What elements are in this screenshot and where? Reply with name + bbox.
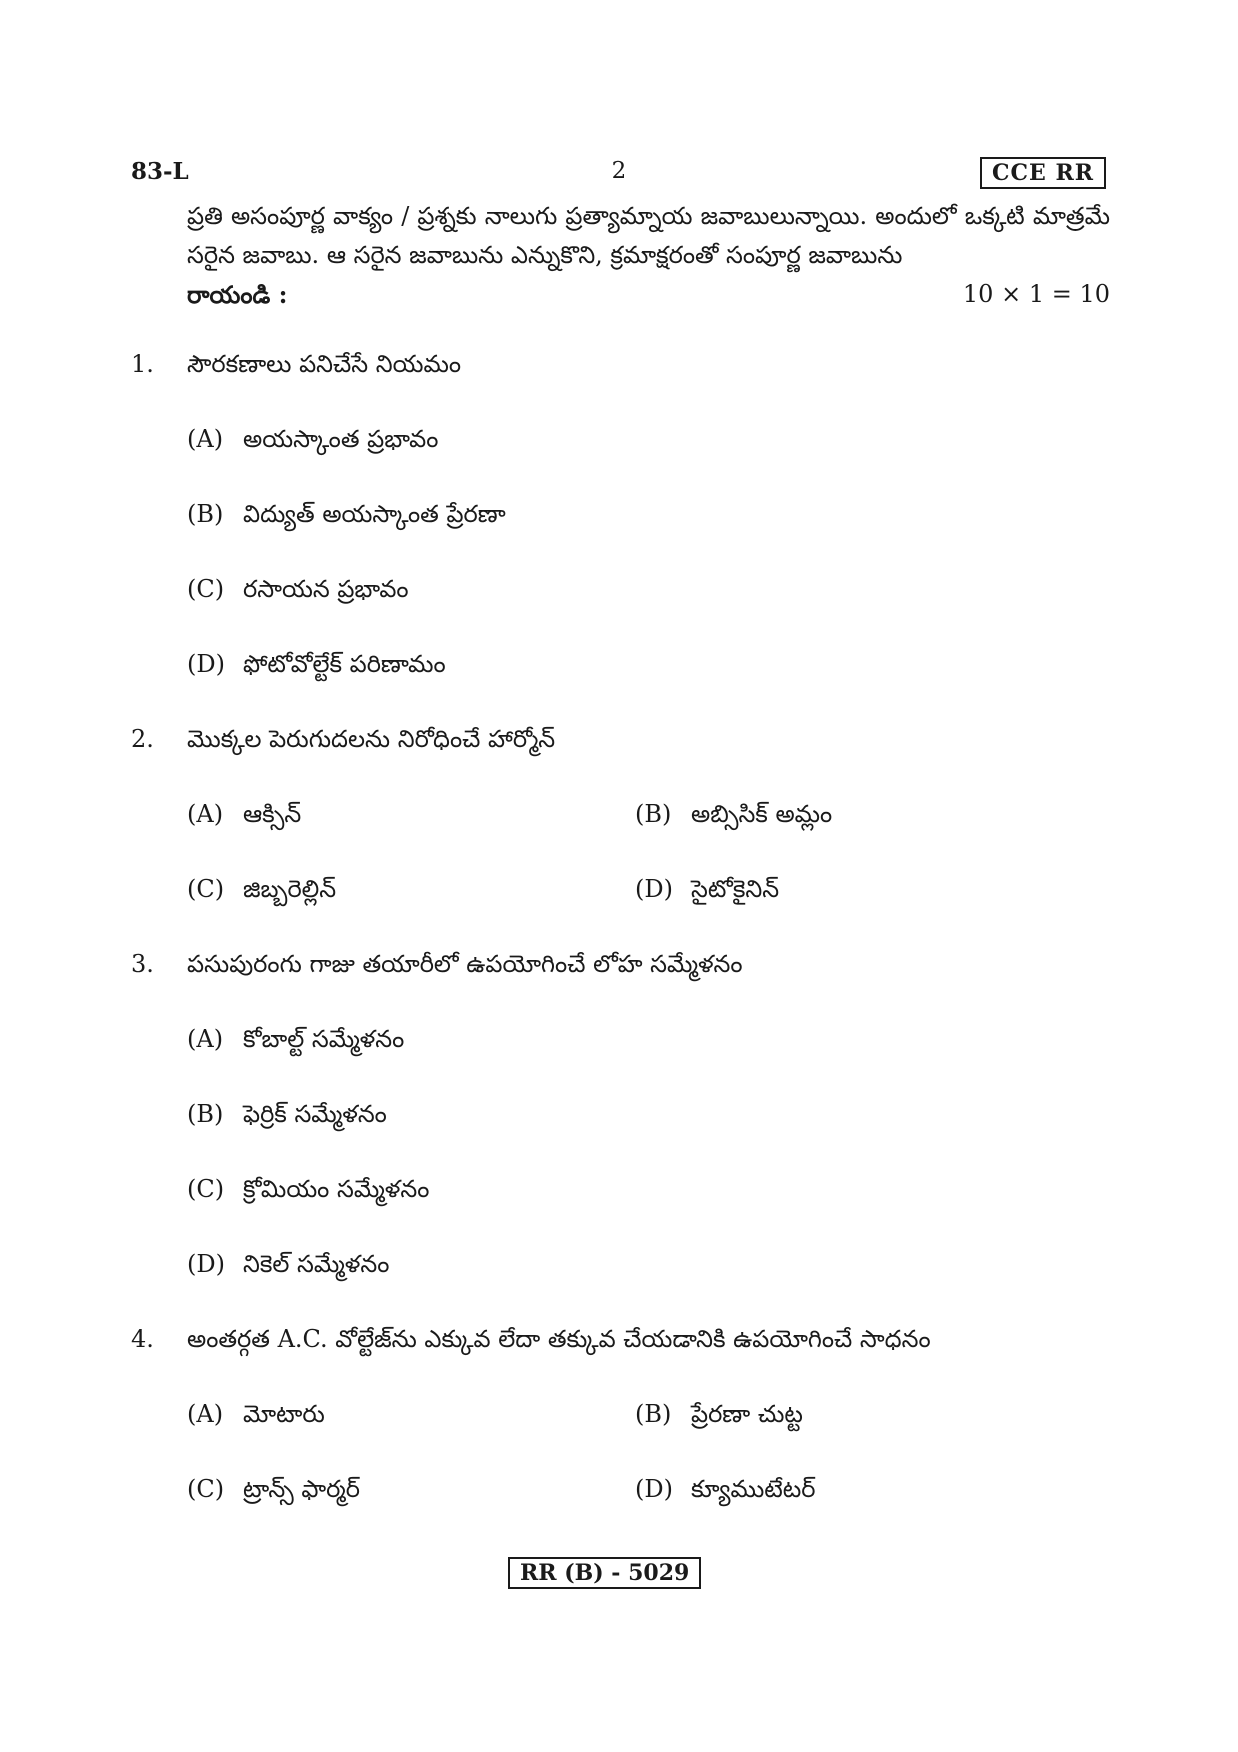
- option-text: క్రోమియం సమ్మేళనం: [243, 1175, 430, 1203]
- q4-option-c: [187, 1475, 360, 1509]
- option-text: ఫోటోవోల్టేక్ పరిణామం: [243, 650, 446, 678]
- instructions-last-word: రాయండి :: [187, 280, 288, 309]
- option-label: (C): [187, 1475, 225, 1503]
- q3-option-b: [187, 1100, 387, 1134]
- instructions-last-line: [187, 275, 1110, 314]
- q1-option-c: [187, 575, 409, 609]
- q1-option-d: [187, 650, 446, 684]
- option-text: నికెల్ సమ్మేళనం: [243, 1250, 390, 1278]
- question-3: [131, 950, 743, 984]
- option-label: (C): [187, 875, 225, 903]
- option-text: ప్రేరణా చుట్ట: [691, 1400, 803, 1428]
- question-text: సౌరకణాలు పనిచేసే నియమం: [187, 350, 462, 378]
- option-text: అయస్కాంత ప్రభావం: [243, 425, 439, 453]
- option-label: (C): [187, 575, 225, 603]
- option-text: ఫెర్రిక్ సమ్మేళనం: [243, 1100, 387, 1128]
- question-number: 3.: [131, 950, 154, 978]
- page-number: 2: [611, 158, 627, 184]
- option-label: (A): [187, 800, 224, 828]
- option-text: ట్రాన్స్ ఫార్మర్: [243, 1475, 360, 1503]
- question-1: [131, 350, 461, 384]
- q2-option-c: [187, 875, 336, 909]
- q4-option-b: [635, 1400, 803, 1434]
- option-label: (A): [187, 1025, 224, 1053]
- option-text: జిబ్బరెల్లిన్: [243, 875, 337, 903]
- option-label: (A): [187, 1400, 224, 1428]
- marks-formula: 10 × 1 = 10: [962, 280, 1110, 308]
- q2-option-a: [187, 800, 301, 834]
- question-number: 4.: [131, 1325, 154, 1353]
- option-text: కోబాల్ట్ సమ్మేళనం: [243, 1025, 405, 1053]
- q4-option-a: [187, 1400, 325, 1434]
- option-label: (B): [635, 1400, 672, 1428]
- option-label: (C): [187, 1175, 225, 1203]
- option-label: (B): [635, 800, 672, 828]
- question-4: [131, 1325, 931, 1359]
- question-number: 2.: [131, 725, 154, 753]
- q2-option-d: [635, 875, 779, 909]
- option-label: (D): [635, 1475, 673, 1503]
- question-number: 1.: [131, 350, 154, 378]
- q1-option-b: [187, 500, 506, 534]
- footer-code: RR (B) - 5029: [508, 1557, 701, 1589]
- option-text: క్యూముటేటర్: [691, 1475, 816, 1503]
- option-text: అబ్సిసిక్ అమ్లం: [691, 800, 833, 828]
- q2-option-b: [635, 800, 832, 834]
- option-label: (B): [187, 500, 224, 528]
- option-label: (D): [635, 875, 673, 903]
- q1-option-a: [187, 425, 438, 459]
- option-label: (B): [187, 1100, 224, 1128]
- option-text: మోటారు: [243, 1400, 325, 1428]
- instructions-text: ప్రతి అసంపూర్ణ వాక్యం / ప్రశ్నకు నాలుగు ప్రత్యామ్నాయ జవాబులున్నాయి. అందులో ఒక్కటి మాత్రమే సరైన జవాబు. ఆ సరైన జవాబును ఎన్నుకొని, క్రమాక్షరంతో సంపూర్ణ జవాబును: [187, 202, 1110, 269]
- option-text: ఆక్సిన్: [243, 800, 302, 828]
- option-label: (D): [187, 650, 225, 678]
- series-badge: CCE RR: [980, 157, 1106, 189]
- question-2: [131, 725, 555, 759]
- q3-option-c: [187, 1175, 429, 1209]
- q3-option-a: [187, 1025, 404, 1059]
- question-text: అంతర్గత A.C. వోల్టేజ్‌ను ఎక్కువ లేదా తక్కువ చేయడానికి ఉపయోగించే సాధనం: [187, 1325, 931, 1353]
- option-label: (A): [187, 425, 224, 453]
- instructions: [187, 197, 1110, 314]
- q4-option-d: [635, 1475, 816, 1509]
- question-text: పసుపురంగు గాజు తయారీలో ఉపయోగించే లోహ సమ్మేళనం: [187, 950, 743, 978]
- option-label: (D): [187, 1250, 225, 1278]
- question-text: మొక్కల పెరుగుదలను నిరోధించే హార్మోన్: [187, 725, 556, 753]
- option-text: విద్యుత్ అయస్కాంత ప్రేరణా: [243, 500, 506, 528]
- paper-code: 83-L: [131, 158, 189, 185]
- option-text: సైటోకైనిన్: [691, 875, 780, 903]
- option-text: రసాయన ప్రభావం: [243, 575, 409, 603]
- q3-option-d: [187, 1250, 389, 1284]
